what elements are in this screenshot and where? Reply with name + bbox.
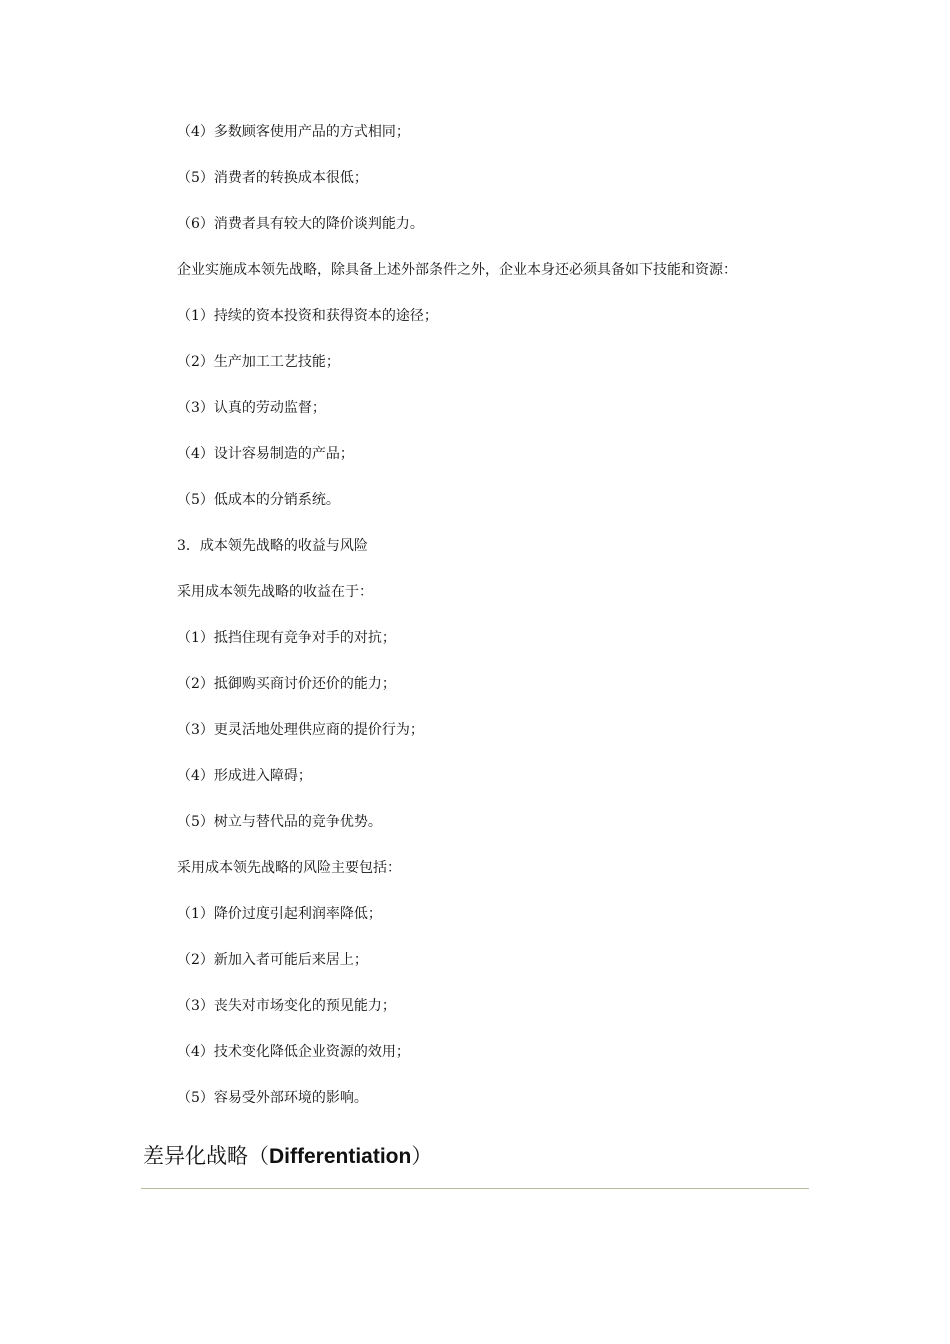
- text-line: （2）新加入者可能后来居上；: [177, 952, 368, 968]
- text-line: （3）更灵活地处理供应商的提价行为；: [177, 722, 424, 738]
- text-line: （4）技术变化降低企业资源的效用；: [177, 1044, 410, 1060]
- text-line: （2）抵御购买商讨价还价的能力；: [177, 676, 396, 692]
- text-line: （4）设计容易制造的产品；: [177, 446, 354, 462]
- text-line: （1）抵挡住现有竞争对手的对抗；: [177, 630, 396, 646]
- section-subtitle: 3．成本领先战略的收益与风险: [177, 538, 368, 554]
- text-line: （5）低成本的分销系统。: [177, 492, 340, 508]
- text-line: （2）生产加工工艺技能；: [177, 354, 340, 370]
- text-line: （5）消费者的转换成本很低；: [177, 170, 368, 186]
- text-paragraph: 采用成本领先战略的收益在于：: [177, 584, 373, 600]
- text-line: （5）容易受外部环境的影响。: [177, 1090, 368, 1106]
- text-line: （6）消费者具有较大的降价谈判能力。: [177, 216, 424, 232]
- text-line: （1）持续的资本投资和获得资本的途径；: [177, 308, 438, 324]
- section-heading: [143, 1142, 432, 1171]
- text-paragraph: 企业实施成本领先战略，除具备上述外部条件之外，企业本身还必须具备如下技能和资源：: [177, 262, 737, 278]
- text-line: （1）降价过度引起利润率降低；: [177, 906, 382, 922]
- text-line: （5）树立与替代品的竞争优势。: [177, 814, 382, 830]
- heading-close: ）: [411, 1144, 433, 1168]
- text-line: （3）认真的劳动监督；: [177, 400, 326, 416]
- text-line: （4）形成进入障碍；: [177, 768, 312, 784]
- text-line: （3）丧失对市场变化的预见能力；: [177, 998, 396, 1014]
- heading-divider: [141, 1188, 809, 1189]
- text-paragraph: 采用成本领先战略的风险主要包括：: [177, 860, 401, 876]
- heading-cn: 差异化战略（: [143, 1144, 269, 1168]
- text-line: （4）多数顾客使用产品的方式相同；: [177, 124, 410, 140]
- heading-latin: Differentiation: [269, 1145, 412, 1168]
